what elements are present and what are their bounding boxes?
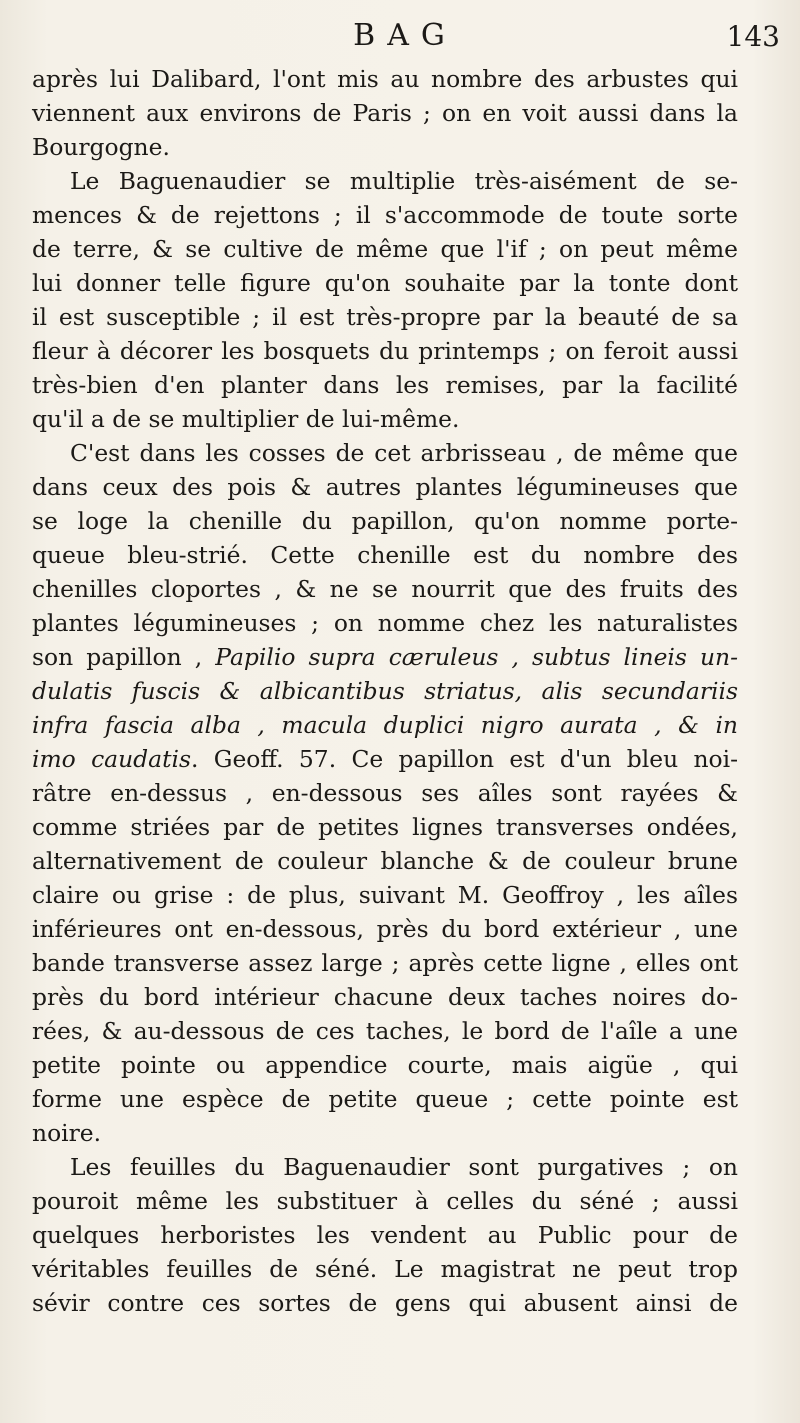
italic-text: imo caudatis bbox=[32, 745, 191, 773]
paragraph bbox=[32, 436, 738, 1150]
text-span: petite pointe ou appendice courte, mais aigüe , qui bbox=[32, 1051, 738, 1079]
text-line: mences & de rejettons ; il s'accommode de toute sorte bbox=[32, 201, 738, 229]
text-line: Les feuilles du Baguenaudier sont purgatives ; on bbox=[70, 1153, 738, 1181]
text-line bbox=[32, 776, 738, 810]
text-line bbox=[32, 1048, 738, 1082]
text-body bbox=[32, 62, 738, 1320]
text-span: chenilles cloportes , & ne se nourrit que des fruits des bbox=[32, 575, 738, 603]
text-line: Le Baguenaudier se multiplie très-aisément de se- bbox=[70, 167, 738, 195]
text-span: bande transverse assez large ; après cette ligne , elles ont bbox=[32, 949, 738, 977]
text-span: son papillon , bbox=[32, 643, 216, 671]
text-line bbox=[32, 1014, 738, 1048]
text-line: il est susceptible ; il est très-propre par la beauté de sa bbox=[32, 303, 738, 331]
text-line bbox=[32, 742, 738, 776]
text-line bbox=[32, 980, 738, 1014]
text-line bbox=[32, 538, 738, 572]
italic-text: infra fascia alba , macula duplici nigro aurata , & in bbox=[32, 711, 738, 739]
text-line bbox=[32, 674, 738, 708]
text-line bbox=[32, 878, 738, 912]
paragraph bbox=[32, 164, 738, 436]
text-line: fleur à décorer les bosquets du printemps ; on feroit aussi bbox=[32, 337, 738, 365]
paragraph bbox=[32, 62, 738, 164]
text-line bbox=[32, 640, 738, 674]
text-span: près du bord intérieur chacune deux taches noires do- bbox=[32, 983, 738, 1011]
text-line: viennent aux environs de Paris ; on en voit aussi dans la bbox=[32, 99, 738, 127]
text-line bbox=[32, 1082, 738, 1116]
text-line bbox=[32, 844, 738, 878]
text-line: après lui Dalibard, l'ont mis au nombre des arbustes qui bbox=[32, 65, 738, 93]
text-line bbox=[32, 1116, 738, 1150]
italic-text: Papilio supra cæruleus , subtus lineis un- bbox=[215, 643, 739, 671]
text-line bbox=[32, 946, 738, 980]
text-line bbox=[32, 810, 738, 844]
text-span: queue bleu-strié. Cette chenille est du nombre des bbox=[32, 541, 738, 569]
page-number: 143 bbox=[726, 20, 780, 53]
text-span: se loge la chenille du papillon, qu'on nomme porte- bbox=[32, 507, 738, 535]
text-line bbox=[32, 436, 738, 470]
text-span: . Geoff. 57. Ce papillon est d'un bleu noi- bbox=[191, 745, 739, 773]
text-line bbox=[32, 470, 738, 504]
text-line: véritables feuilles de séné. Le magistrat ne peut trop bbox=[32, 1255, 738, 1283]
text-line bbox=[32, 572, 738, 606]
text-span: claire ou grise : de plus, suivant M. Geoffroy , les aîles bbox=[32, 881, 738, 909]
text-line: de terre, & se cultive de même que l'if ; on peut même bbox=[32, 235, 738, 263]
text-span: inférieures ont en-dessous, près du bord extérieur , une bbox=[32, 915, 738, 943]
text-line: très-bien d'en planter dans les remises, par la facilité bbox=[32, 371, 738, 399]
text-line bbox=[32, 708, 738, 742]
text-span: noire. bbox=[32, 1119, 102, 1147]
text-span: rées, & au-dessous de ces taches, le bord de l'aîle a une bbox=[32, 1017, 738, 1045]
text-span: alternativement de couleur blanche & de couleur brune bbox=[32, 847, 738, 875]
text-span: dans ceux des pois & autres plantes légumineuses que bbox=[32, 473, 738, 501]
text-line: lui donner telle figure qu'on souhaite par la tonte dont bbox=[32, 269, 738, 297]
text-span: comme striées par de petites lignes transverses ondées, bbox=[32, 813, 738, 841]
text-line bbox=[32, 504, 738, 538]
running-title: BAG bbox=[353, 18, 457, 53]
paragraph bbox=[32, 1150, 738, 1320]
text-line: qu'il a de se multiplier de lui-même. bbox=[32, 405, 460, 433]
text-span: plantes légumineuses ; on nomme chez les naturalistes bbox=[32, 609, 738, 637]
italic-text: dulatis fuscis & albicantibus striatus, alis secundariis bbox=[32, 677, 738, 705]
text-line bbox=[32, 912, 738, 946]
text-line: Bourgogne. bbox=[32, 133, 170, 161]
text-line bbox=[32, 606, 738, 640]
text-line: quelques herboristes les vendent au Public pour de bbox=[32, 1221, 738, 1249]
running-header bbox=[30, 18, 780, 58]
text-line: sévir contre ces sortes de gens qui abusent ainsi de bbox=[32, 1289, 738, 1317]
text-span: forme une espèce de petite queue ; cette pointe est bbox=[32, 1085, 738, 1113]
text-span: C'est dans les cosses de cet arbrisseau , de même que bbox=[70, 439, 738, 467]
text-line: pouroit même les substituer à celles du séné ; aussi bbox=[32, 1187, 738, 1215]
text-span: râtre en-dessus , en-dessous ses aîles sont rayées & bbox=[32, 779, 738, 807]
